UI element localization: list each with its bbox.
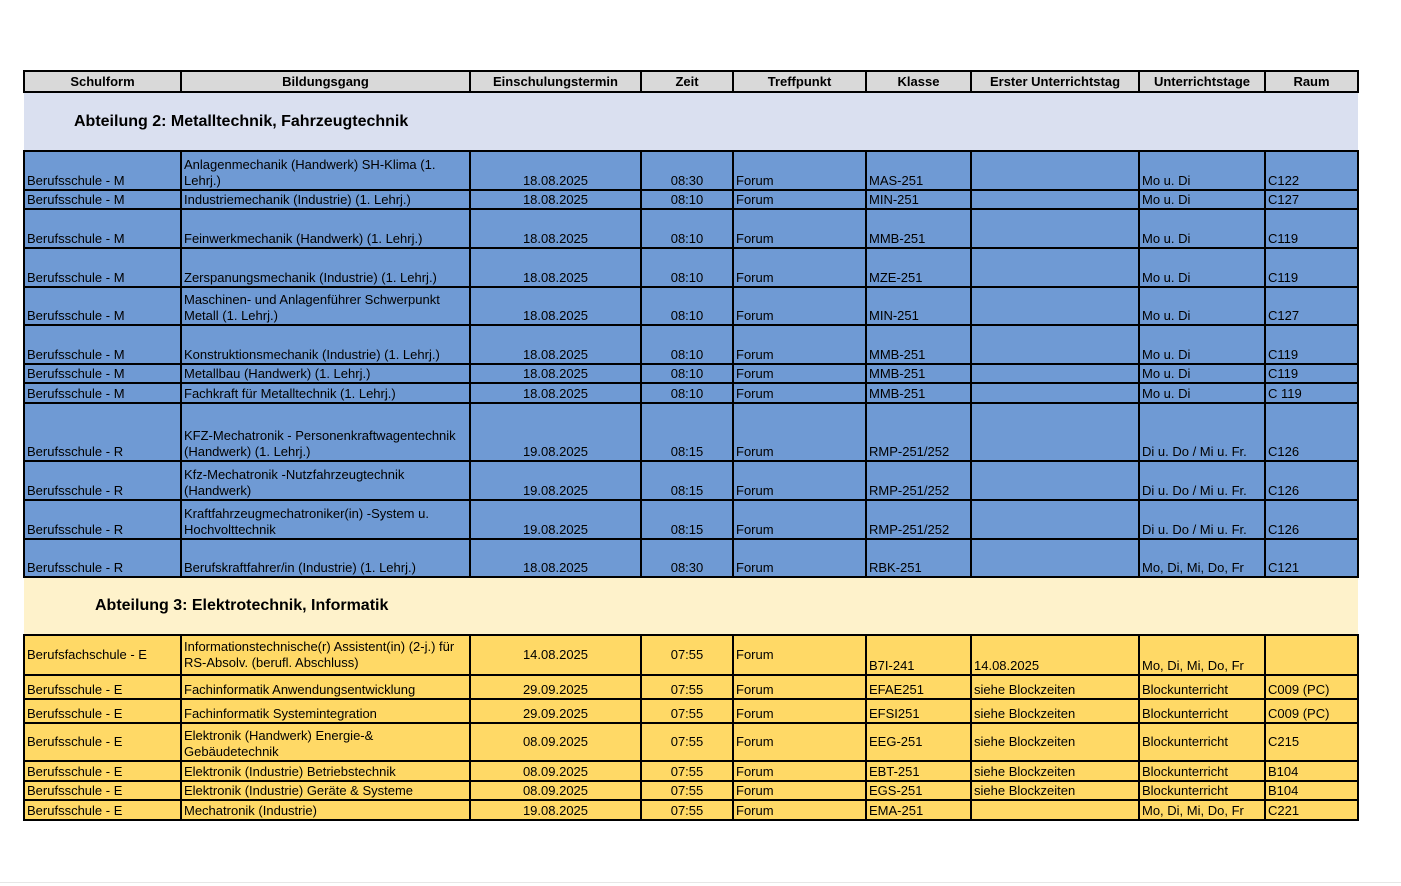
table-row [24,287,1358,325]
cell-schulform: Berufsschule - R [24,461,181,500]
cell-treffpunkt: Forum [733,723,866,761]
cell-unterrichtstage: Blockunterricht [1139,781,1265,800]
cell-unterrichtstage: Mo, Di, Mi, Do, Fr [1139,635,1265,675]
cell-zeit: 08:10 [641,209,733,248]
cell-einschulungstermin: 18.08.2025 [470,209,641,248]
cell-einschulungstermin: 18.08.2025 [470,364,641,383]
cell-schulform: Berufsschule - M [24,287,181,325]
cell-bildungsgang: Feinwerkmechanik (Handwerk) (1. Lehrj.) [181,209,470,248]
cell-unterrichtstage: Mo u. Di [1139,248,1265,287]
cell-unterrichtstage: Mo, Di, Mi, Do, Fr [1139,800,1265,820]
cell-schulform: Berufsschule - E [24,800,181,820]
cell-klasse: RMP-251/252 [866,403,971,461]
table-row [24,761,1358,781]
cell-treffpunkt: Forum [733,761,866,781]
section-header-row [24,577,1358,635]
cell-bildungsgang: Fachkraft für Metalltechnik (1. Lehrj.) [181,383,470,403]
table-header [24,71,1358,92]
cell-schulform: Berufsschule - M [24,190,181,209]
cell-klasse: RMP-251/252 [866,461,971,500]
cell-treffpunkt: Forum [733,151,866,190]
cell-klasse: B7I-241 [866,635,971,675]
cell-schulform: Berufsschule - M [24,364,181,383]
cell-treffpunkt: Forum [733,287,866,325]
cell-bildungsgang: Informationstechnische(r) Assistent(in) (2-j.) für RS-Absolv. (berufl. Abschluss) [181,635,470,675]
cell-erster-unterrichtstag [971,539,1139,577]
cell-erster-unterrichtstag [971,461,1139,500]
cell-zeit: 07:55 [641,761,733,781]
cell-zeit: 08:10 [641,190,733,209]
cell-erster-unterrichtstag [971,325,1139,364]
table-row [24,539,1358,577]
cell-klasse: MIN-251 [866,287,971,325]
col-treffpunkt: Treffpunkt [733,71,866,92]
cell-unterrichtstage: Mo u. Di [1139,325,1265,364]
cell-klasse: MMB-251 [866,325,971,364]
cell-raum: C126 [1265,461,1358,500]
cell-schulform: Berufsschule - E [24,761,181,781]
table-row [24,800,1358,820]
cell-treffpunkt: Forum [733,248,866,287]
table-row [24,383,1358,403]
cell-bildungsgang: Fachinformatik Anwendungsentwicklung [181,675,470,699]
cell-einschulungstermin: 19.08.2025 [470,800,641,820]
cell-raum: C126 [1265,403,1358,461]
cell-klasse: MMB-251 [866,383,971,403]
cell-raum: C126 [1265,500,1358,539]
cell-raum: C121 [1265,539,1358,577]
cell-schulform: Berufsschule - M [24,383,181,403]
table-row [24,675,1358,699]
cell-klasse: EFAE251 [866,675,971,699]
cell-erster-unterrichtstag [971,364,1139,383]
cell-klasse: RMP-251/252 [866,500,971,539]
cell-klasse: MAS-251 [866,151,971,190]
cell-bildungsgang: Maschinen- und Anlagenführer Schwerpunkt Metall (1. Lehrj.) [181,287,470,325]
cell-unterrichtstage: Blockunterricht [1139,675,1265,699]
cell-bildungsgang: KFZ-Mechatronik - Personenkraftwagentechnik (Handwerk) (1. Lehrj.) [181,403,470,461]
col-zeit: Zeit [641,71,733,92]
cell-einschulungstermin: 29.09.2025 [470,699,641,723]
cell-bildungsgang: Industriemechanik (Industrie) (1. Lehrj.) [181,190,470,209]
cell-erster-unterrichtstag: siehe Blockzeiten [971,761,1139,781]
cell-erster-unterrichtstag [971,190,1139,209]
cell-zeit: 07:55 [641,675,733,699]
cell-einschulungstermin: 08.09.2025 [470,761,641,781]
cell-raum: C119 [1265,364,1358,383]
cell-unterrichtstage: Di u. Do / Mi u. Fr. [1139,500,1265,539]
cell-raum [1265,635,1358,675]
table-row [24,364,1358,383]
cell-treffpunkt: Forum [733,800,866,820]
cell-bildungsgang: Kfz-Mechatronik -Nutzfahrzeugtechnik (Handwerk) [181,461,470,500]
cell-erster-unterrichtstag: siehe Blockzeiten [971,723,1139,761]
table-row [24,461,1358,500]
cell-bildungsgang: Fachinformatik Systemintegration [181,699,470,723]
cell-raum: C119 [1265,209,1358,248]
cell-einschulungstermin: 14.08.2025 [470,635,641,675]
cell-schulform: Berufsschule - M [24,325,181,364]
cell-zeit: 07:55 [641,781,733,800]
col-klasse: Klasse [866,71,971,92]
cell-bildungsgang: Elektronik (Industrie) Geräte & Systeme [181,781,470,800]
col-raum: Raum [1265,71,1358,92]
schedule-table [23,70,1359,821]
cell-schulform: Berufsschule - E [24,699,181,723]
cell-einschulungstermin: 18.08.2025 [470,325,641,364]
cell-unterrichtstage: Mo u. Di [1139,209,1265,248]
cell-schulform: Berufsfachschule - E [24,635,181,675]
cell-erster-unterrichtstag: siehe Blockzeiten [971,699,1139,723]
cell-erster-unterrichtstag [971,383,1139,403]
cell-raum: C 119 [1265,383,1358,403]
cell-unterrichtstage: Mo u. Di [1139,151,1265,190]
cell-treffpunkt: Forum [733,383,866,403]
cell-bildungsgang: Metallbau (Handwerk) (1. Lehrj.) [181,364,470,383]
cell-schulform: Berufsschule - R [24,500,181,539]
cell-raum: C009 (PC) [1265,699,1358,723]
col-erster-unterrichtstag: Erster Unterrichtstag [971,71,1139,92]
cell-zeit: 07:55 [641,635,733,675]
cell-treffpunkt: Forum [733,190,866,209]
cell-raum: C122 [1265,151,1358,190]
cell-bildungsgang: Konstruktionsmechanik (Industrie) (1. Lehrj.) [181,325,470,364]
cell-klasse: MZE-251 [866,248,971,287]
cell-raum: B104 [1265,781,1358,800]
cell-treffpunkt: Forum [733,781,866,800]
cell-erster-unterrichtstag: siehe Blockzeiten [971,675,1139,699]
cell-zeit: 08:15 [641,461,733,500]
cell-bildungsgang: Mechatronik (Industrie) [181,800,470,820]
section-title: Abteilung 2: Metalltechnik, Fahrzeugtechnik [24,92,1358,151]
table-row [24,209,1358,248]
cell-erster-unterrichtstag [971,403,1139,461]
cell-erster-unterrichtstag [971,209,1139,248]
cell-raum: B104 [1265,761,1358,781]
cell-zeit: 08:15 [641,403,733,461]
cell-zeit: 08:10 [641,248,733,287]
cell-einschulungstermin: 18.08.2025 [470,287,641,325]
table-row [24,781,1358,800]
cell-klasse: MMB-251 [866,364,971,383]
cell-klasse: EMA-251 [866,800,971,820]
table-row [24,190,1358,209]
cell-treffpunkt: Forum [733,699,866,723]
cell-raum: C221 [1265,800,1358,820]
cell-treffpunkt: Forum [733,325,866,364]
cell-schulform: Berufsschule - E [24,781,181,800]
cell-zeit: 07:55 [641,723,733,761]
cell-zeit: 08:30 [641,151,733,190]
cell-treffpunkt: Forum [733,539,866,577]
cell-raum: C215 [1265,723,1358,761]
table-row [24,500,1358,539]
cell-erster-unterrichtstag [971,287,1139,325]
cell-einschulungstermin: 18.08.2025 [470,151,641,190]
cell-treffpunkt: Forum [733,635,866,675]
table-row [24,723,1358,761]
cell-klasse: RBK-251 [866,539,971,577]
cell-klasse: EEG-251 [866,723,971,761]
cell-klasse: EBT-251 [866,761,971,781]
cell-treffpunkt: Forum [733,461,866,500]
cell-einschulungstermin: 08.09.2025 [470,781,641,800]
cell-unterrichtstage: Mo, Di, Mi, Do, Fr [1139,539,1265,577]
cell-erster-unterrichtstag [971,800,1139,820]
cell-schulform: Berufsschule - M [24,209,181,248]
cell-bildungsgang: Elektronik (Industrie) Betriebstechnik [181,761,470,781]
cell-zeit: 08:10 [641,364,733,383]
divider [0,882,1401,883]
cell-zeit: 08:10 [641,325,733,364]
cell-schulform: Berufsschule - M [24,248,181,287]
cell-unterrichtstage: Blockunterricht [1139,761,1265,781]
cell-klasse: MIN-251 [866,190,971,209]
col-schulform: Schulform [24,71,181,92]
cell-raum: C119 [1265,325,1358,364]
cell-unterrichtstage: Mo u. Di [1139,190,1265,209]
cell-zeit: 08:30 [641,539,733,577]
cell-unterrichtstage: Mo u. Di [1139,287,1265,325]
cell-bildungsgang: Zerspanungsmechanik (Industrie) (1. Lehrj.) [181,248,470,287]
table-body [24,92,1358,820]
cell-schulform: Berufsschule - R [24,403,181,461]
table-row [24,325,1358,364]
cell-klasse: MMB-251 [866,209,971,248]
cell-treffpunkt: Forum [733,209,866,248]
cell-raum: C119 [1265,248,1358,287]
table-row [24,699,1358,723]
table-row [24,248,1358,287]
cell-einschulungstermin: 18.08.2025 [470,190,641,209]
section-title: Abteilung 3: Elektrotechnik, Informatik [24,577,1358,635]
cell-bildungsgang: Kraftfahrzeugmechatroniker(in) -System u. Hochvolttechnik [181,500,470,539]
cell-einschulungstermin: 18.08.2025 [470,248,641,287]
cell-bildungsgang: Berufskraftfahrer/in (Industrie) (1. Lehrj.) [181,539,470,577]
cell-zeit: 08:15 [641,500,733,539]
cell-einschulungstermin: 19.08.2025 [470,461,641,500]
cell-treffpunkt: Forum [733,675,866,699]
cell-raum: C009 (PC) [1265,675,1358,699]
cell-raum: C127 [1265,287,1358,325]
col-bildungsgang: Bildungsgang [181,71,470,92]
cell-schulform: Berufsschule - E [24,723,181,761]
cell-schulform: Berufsschule - R [24,539,181,577]
cell-erster-unterrichtstag: 14.08.2025 [971,635,1139,675]
cell-treffpunkt: Forum [733,500,866,539]
cell-klasse: EFSI251 [866,699,971,723]
cell-einschulungstermin: 18.08.2025 [470,539,641,577]
cell-unterrichtstage: Blockunterricht [1139,699,1265,723]
cell-einschulungstermin: 29.09.2025 [470,675,641,699]
cell-erster-unterrichtstag: siehe Blockzeiten [971,781,1139,800]
table-row [24,635,1358,675]
cell-raum: C127 [1265,190,1358,209]
cell-zeit: 07:55 [641,800,733,820]
table-row [24,151,1358,190]
cell-einschulungstermin: 19.08.2025 [470,403,641,461]
cell-erster-unterrichtstag [971,151,1139,190]
col-einschulungstermin: Einschulungstermin [470,71,641,92]
cell-zeit: 08:10 [641,287,733,325]
cell-einschulungstermin: 08.09.2025 [470,723,641,761]
cell-unterrichtstage: Blockunterricht [1139,723,1265,761]
cell-unterrichtstage: Di u. Do / Mi u. Fr. [1139,461,1265,500]
cell-erster-unterrichtstag [971,248,1139,287]
cell-bildungsgang: Anlagenmechanik (Handwerk) SH-Klima (1. Lehrj.) [181,151,470,190]
col-unterrichtstage: Unterrichtstage [1139,71,1265,92]
cell-einschulungstermin: 19.08.2025 [470,500,641,539]
cell-unterrichtstage: Mo u. Di [1139,364,1265,383]
table-row [24,403,1358,461]
cell-bildungsgang: Elektronik (Handwerk) Energie-& Gebäudetechnik [181,723,470,761]
cell-unterrichtstage: Mo u. Di [1139,383,1265,403]
cell-treffpunkt: Forum [733,403,866,461]
section-header-row [24,92,1358,151]
cell-schulform: Berufsschule - E [24,675,181,699]
cell-erster-unterrichtstag [971,500,1139,539]
cell-klasse: EGS-251 [866,781,971,800]
cell-zeit: 07:55 [641,699,733,723]
cell-schulform: Berufsschule - M [24,151,181,190]
cell-zeit: 08:10 [641,383,733,403]
cell-einschulungstermin: 18.08.2025 [470,383,641,403]
cell-treffpunkt: Forum [733,364,866,383]
cell-unterrichtstage: Di u. Do / Mi u. Fr. [1139,403,1265,461]
